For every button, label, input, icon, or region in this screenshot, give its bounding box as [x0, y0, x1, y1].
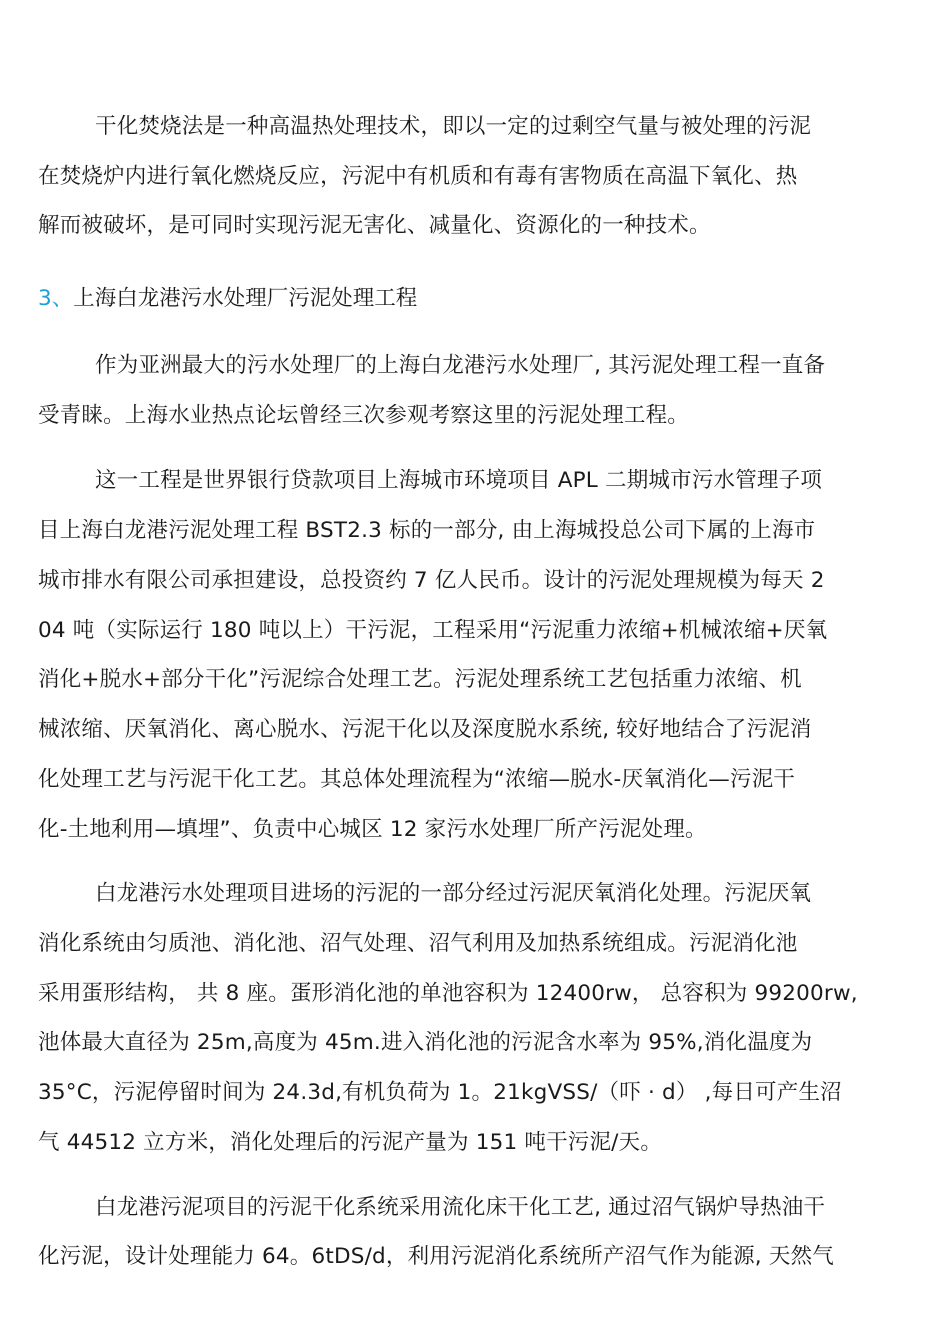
paragraph-4-line-2: 消化系统由匀质池、消化池、沼气处理、沼气利用及加热系统组成。污泥消化池: [38, 931, 798, 956]
paragraph-4-line-6: 气 44512 立方米，消化处理后的污泥产量为 151 吨干污泥/天。: [38, 1130, 663, 1155]
paragraph-4-line-3: 采用蛋形结构， 共 8 座。蛋形消化池的单池容积为 12400rw， 总容积为 99200rw,: [38, 981, 858, 1006]
paragraph-5-line-1: 白龙港污泥项目的污泥干化系统采用流化床干化工艺, 通过沼气锅炉导热油干: [95, 1195, 826, 1220]
paragraph-4-line-1: 白龙港污水处理项目进场的污泥的一部分经过污泥厌氧消化处理。污泥厌氧: [95, 881, 812, 906]
paragraph-1-line-2: 在焚烧炉内进行氧化燃烧反应，污泥中有机质和有毒有害物质在高温下氧化、热: [38, 164, 798, 189]
paragraph-3-line-4: 04 吨（实际运行 180 吨以上）干污泥，工程采用“污泥重力浓缩+机械浓缩+厌氧: [38, 618, 828, 643]
paragraph-3-line-2: 目上海白龙港污泥处理工程 BST2.3 标的一部分, 由上海城投总公司下属的上海市: [38, 518, 816, 543]
paragraph-1-line-1: 干化焚烧法是一种高温热处理技术，即以一定的过剩空气量与被处理的污泥: [95, 114, 812, 139]
paragraph-4-line-5: 35°C，污泥停留时间为 24.3d,有机负荷为 1。21kgVSS/（吓 · d） ,每日可产生沼: [38, 1080, 842, 1105]
paragraph-3-line-6: 械浓缩、厌氧消化、离心脱水、污泥干化以及深度脱水系统, 较好地结合了污泥消: [38, 717, 812, 742]
paragraph-3-line-7: 化处理工艺与污泥干化工艺。其总体处理流程为“浓缩—脱水-厌氧消化—污泥干: [38, 767, 796, 792]
paragraph-1-line-3: 解而被破坏，是可同时实现污泥无害化、减量化、资源化的一种技术。: [38, 213, 711, 238]
section-separator: 、: [51, 286, 74, 311]
paragraph-5-line-2: 化污泥，设计处理能力 64。6tDS/d，利用污泥消化系统所产沼气作为能源, 天然气: [38, 1244, 834, 1269]
paragraph-4-line-4: 池体最大直径为 25m,高度为 45m.进入消化池的污泥含水率为 95%,消化温度为: [38, 1030, 813, 1055]
paragraph-2-line-1: 作为亚洲最大的污水处理厂的上海白龙港污水处理厂, 其污泥处理工程一直备: [95, 353, 826, 378]
paragraph-3-line-3: 城市排水有限公司承担建设，总投资约 7 亿人民币。设计的污泥处理规模为每天 2: [38, 568, 825, 593]
section-heading: [38, 284, 417, 314]
paragraph-3-line-5: 消化+脱水+部分干化”污泥综合处理工艺。污泥处理系统工艺包括重力浓缩、机: [38, 667, 802, 692]
paragraph-3-line-8: 化-土地利用—填埋”、负责中心城区 12 家污水处理厂所产污泥处理。: [38, 817, 707, 842]
paragraph-2-line-2: 受青睐。上海水业热点论坛曾经三次参观考察这里的污泥处理工程。: [38, 403, 690, 428]
section-number: 3: [38, 286, 52, 311]
section-title: 上海白龙港污水处理厂污泥处理工程: [73, 286, 418, 311]
paragraph-3-line-1: 这一工程是世界银行贷款项目上海城市环境项目 APL 二期城市污水管理子项: [95, 468, 823, 493]
